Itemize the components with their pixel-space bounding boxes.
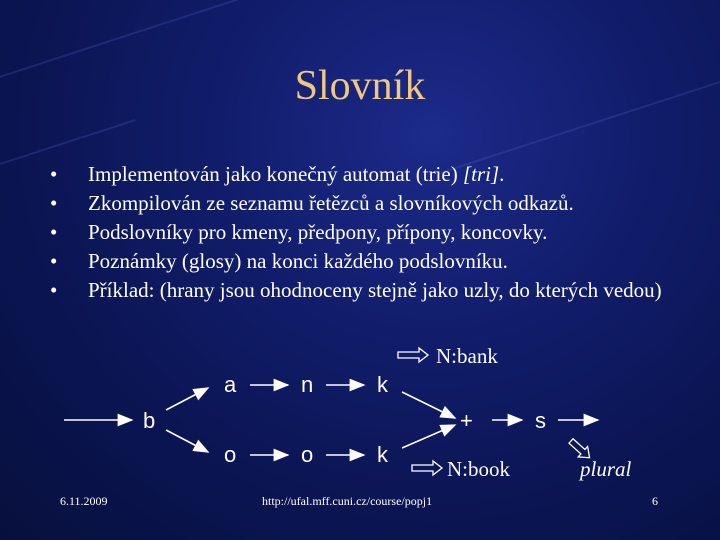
edge-k-plus-2 (402, 425, 455, 448)
edge-k-plus (402, 392, 455, 418)
footer-url[interactable]: http://ufal.mff.cuni.cz/course/popj1 (262, 494, 433, 508)
node-n: n (301, 372, 314, 397)
footer-date: 6.11.2009 (60, 494, 108, 508)
gloss-plural: plural (580, 457, 632, 481)
node-a: a (224, 372, 237, 397)
node-k: k (377, 372, 388, 397)
node-b: b (143, 408, 156, 433)
footer-page-number: 6 (652, 494, 658, 508)
edge-b-a (166, 388, 208, 410)
node-o: o (224, 442, 237, 467)
bullet-text: Implementován jako konečný automat (trie) (88, 162, 463, 186)
node-k: k (377, 442, 388, 467)
edge-b-o (166, 430, 208, 452)
pointer-arrow-book (412, 461, 442, 475)
bullet-tail: . (499, 162, 505, 186)
node-s: s (535, 408, 546, 433)
bullet-emphasis: [tri] (462, 162, 500, 186)
bullet-text: Zkompilován ze seznamu řetězců a slovníkových odkazů. (88, 191, 574, 215)
node-o: o (301, 442, 314, 467)
gloss-bank: N:bank (436, 344, 498, 368)
pointer-arrow-bank (398, 348, 428, 362)
bullet-text: Podslovníky pro kmeny, předpony, přípony, koncovky. (88, 220, 548, 244)
bullet-text: Příklad: (hrany jsou ohodnoceny stejně jako uzly, do kterých vedou) (88, 278, 662, 302)
slide-title: Slovník (294, 63, 426, 109)
bullet-text: Poznámky (glosy) na konci každého podslovníku. (88, 249, 508, 273)
gloss-book: N:book (447, 457, 510, 481)
node-plus: + (460, 408, 473, 433)
